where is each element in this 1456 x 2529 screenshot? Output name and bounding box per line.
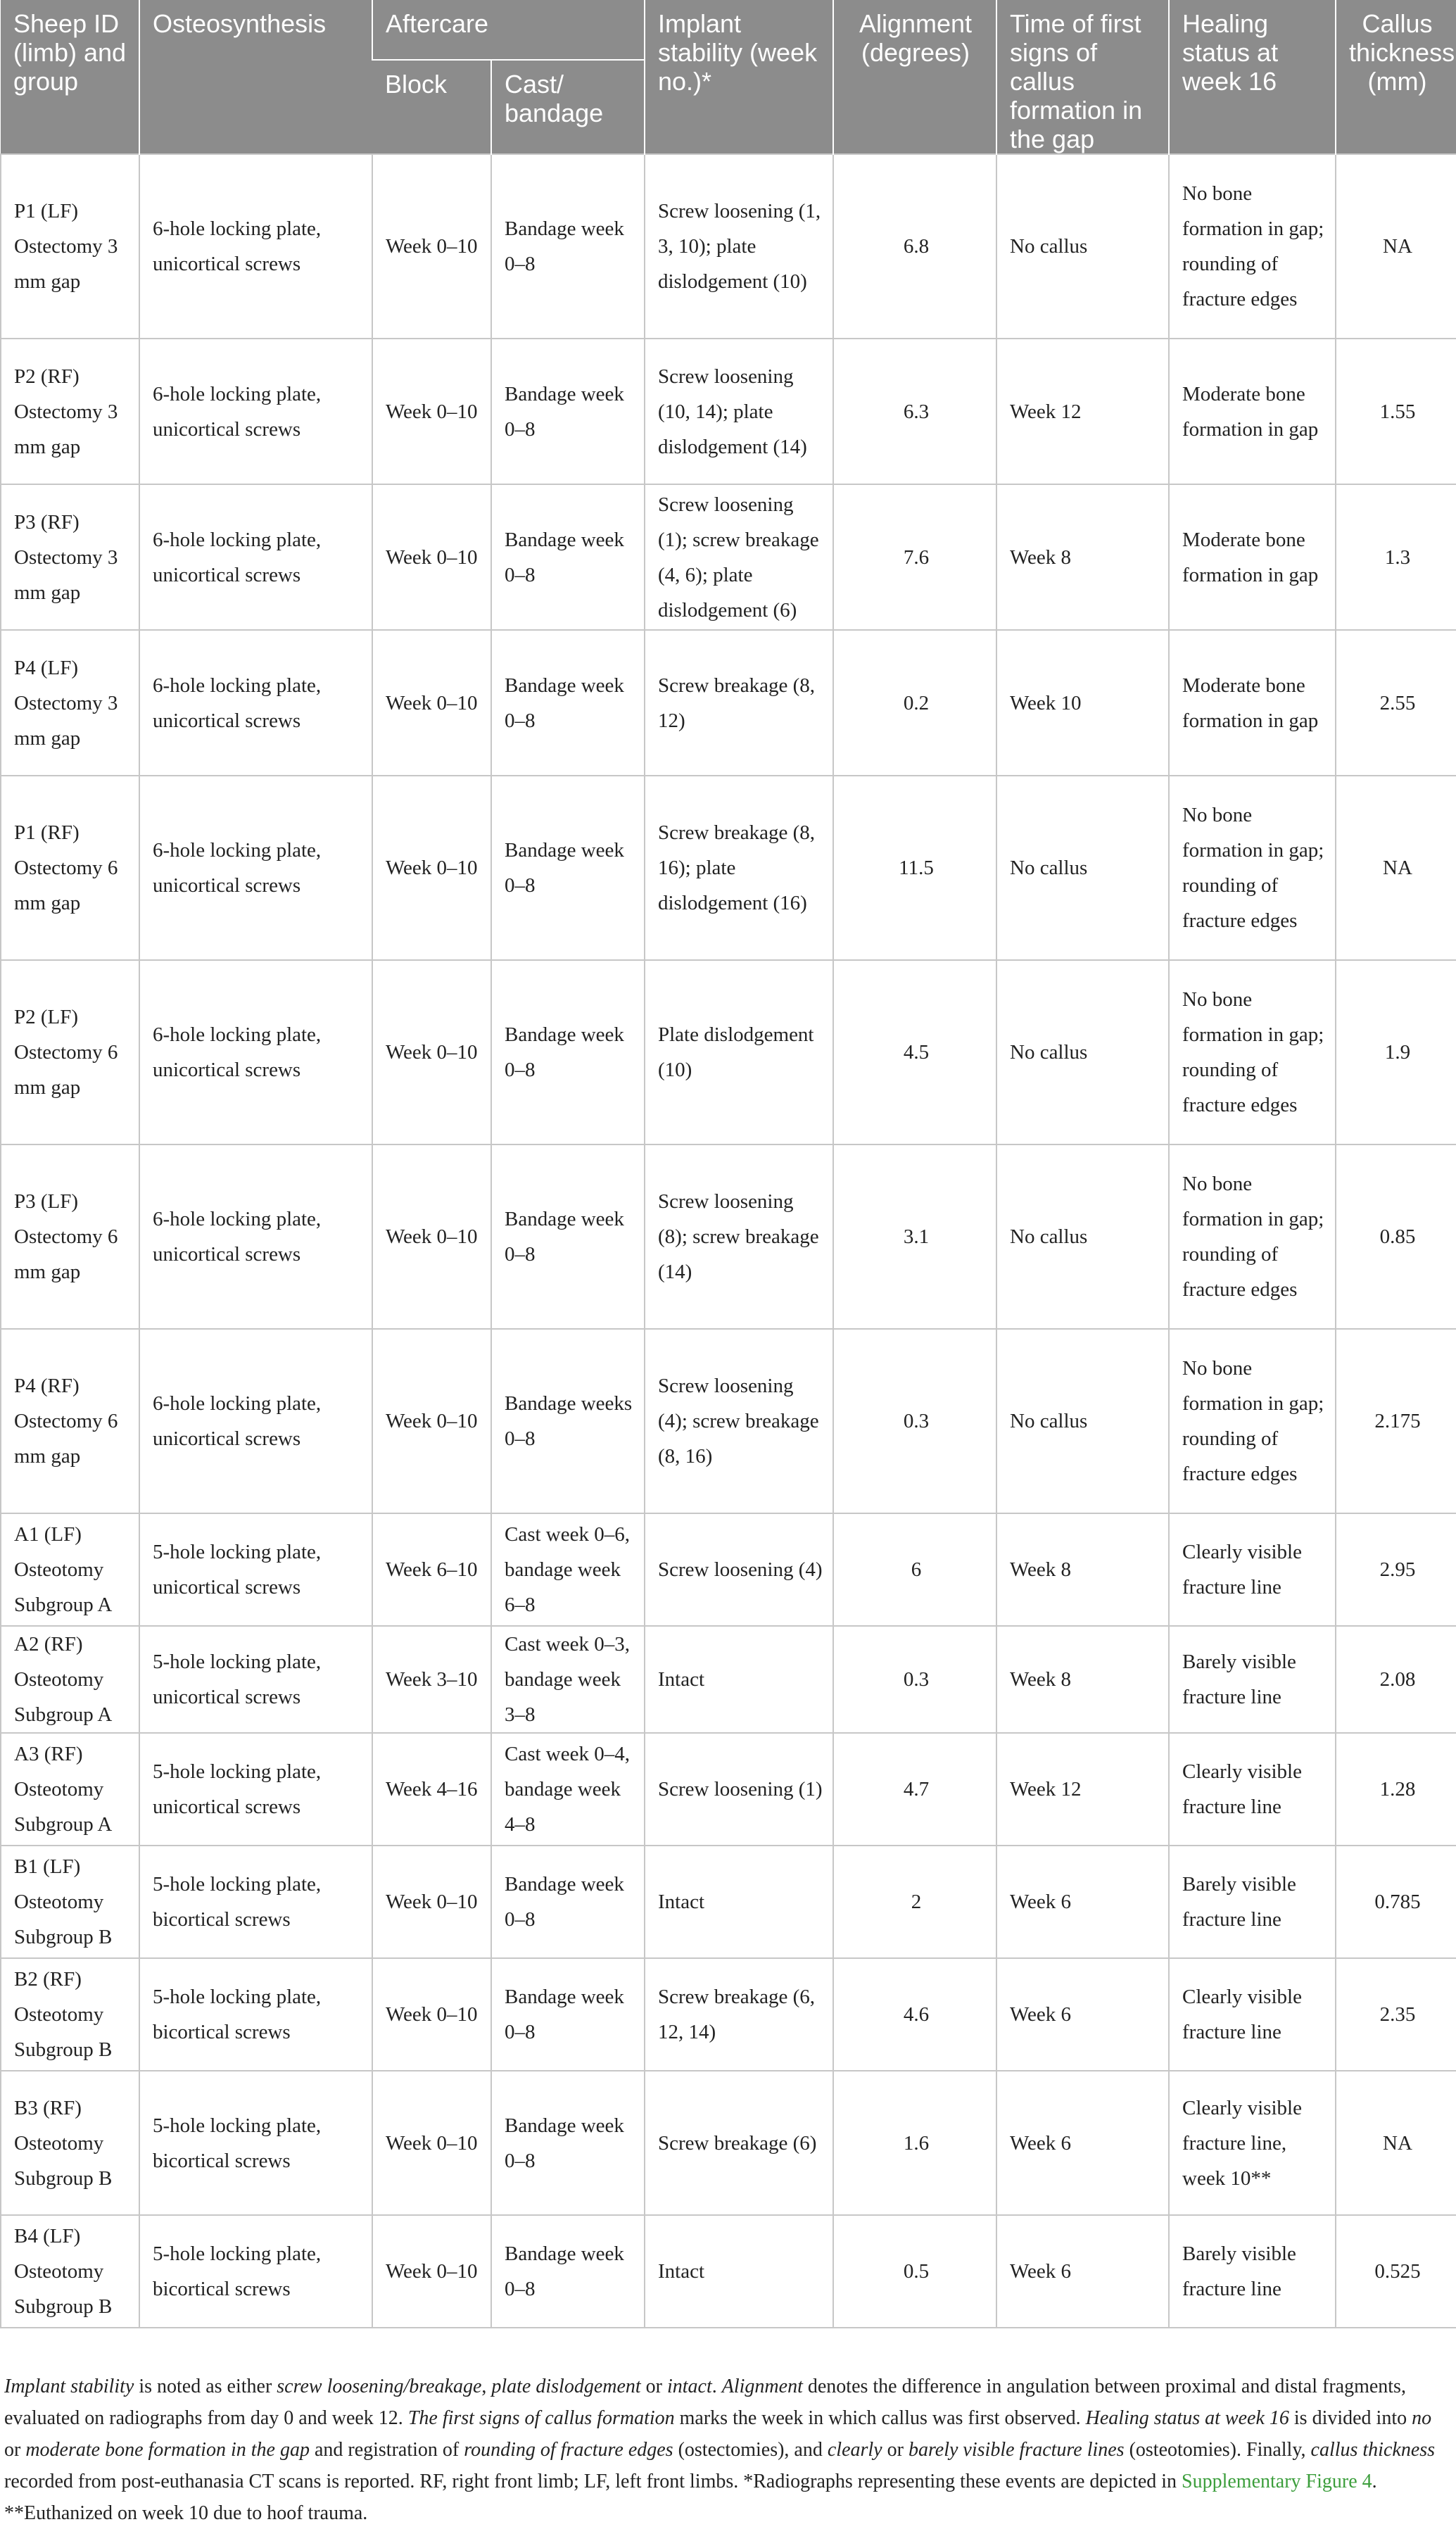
osteosynthesis-cell: 6-hole locking plate, unicortical screws [139, 776, 372, 960]
alignment-cell: 4.7 [833, 1733, 996, 1846]
osteosynthesis-cell: 5-hole locking plate, bicortical screws [139, 2071, 372, 2215]
callus-thickness-cell: 0.785 [1336, 1846, 1456, 1958]
cast-bandage-cell: Bandage week 0–8 [491, 1144, 645, 1329]
footnote-text: recorded from post-euthanasia CT scans is reported. RF, right front limb; LF, left front limbs. *Radiographs representing these events are depicted in [4, 2471, 1182, 2492]
callus-thickness-cell: 0.85 [1336, 1144, 1456, 1329]
implant-stability-cell: Screw loosening (4); screw breakage (8, 16) [645, 1329, 833, 1513]
table-body [1, 154, 1456, 2328]
implant-stability-cell: Screw loosening (1) [645, 1733, 833, 1846]
footnote-emphasis: rounding of fracture edges [464, 2439, 673, 2461]
callus-thickness-cell: NA [1336, 154, 1456, 339]
footnote-text: . **Euthanized on week 10 due to hoof trauma. [4, 2471, 1377, 2524]
cast-bandage-cell: Bandage week 0–8 [491, 1846, 645, 1958]
footnote-text: (osteotomies). Finally, [1124, 2439, 1311, 2461]
osteosynthesis-cell: 6-hole locking plate, unicortical screws [139, 630, 372, 776]
table-row [1, 2071, 1456, 2215]
osteosynthesis-cell: 5-hole locking plate, bicortical screws [139, 2215, 372, 2328]
healing-status-cell: Clearly visible fracture line [1169, 1513, 1336, 1626]
callus-thickness-cell: NA [1336, 2071, 1456, 2215]
osteosynthesis-cell: 5-hole locking plate, bicortical screws [139, 1958, 372, 2071]
osteosynthesis-cell: 6-hole locking plate, unicortical screws [139, 1144, 372, 1329]
alignment-cell: 4.5 [833, 960, 996, 1144]
footnote-text: or [4, 2439, 26, 2461]
healing-status-cell: Barely visible fracture line [1169, 2215, 1336, 2328]
osteosynthesis-cell: 6-hole locking plate, unicortical screws [139, 339, 372, 484]
sheep-id-cell: P4 (RF) Ostectomy 6 mm gap [1, 1329, 139, 1513]
first-callus-cell: Week 6 [996, 1958, 1169, 2071]
sheep-id-cell: P4 (LF) Ostectomy 3 mm gap [1, 630, 139, 776]
alignment-cell: 1.6 [833, 2071, 996, 2215]
footnote-emphasis: moderate bone formation in the gap [25, 2439, 310, 2461]
table-row [1, 1329, 1456, 1513]
table-row [1, 2215, 1456, 2328]
callus-thickness-cell: 1.3 [1336, 484, 1456, 630]
cast-bandage-cell: Bandage week 0–8 [491, 1958, 645, 2071]
implant-stability-cell: Plate dislodgement (10) [645, 960, 833, 1144]
osteosynthesis-cell: 5-hole locking plate, unicortical screws [139, 1513, 372, 1626]
sheep-id-cell: B1 (LF) Osteotomy Subgroup B [1, 1846, 139, 1958]
callus-thickness-cell: 2.95 [1336, 1513, 1456, 1626]
implant-stability-cell: Intact [645, 1626, 833, 1733]
first-callus-cell: Week 6 [996, 2071, 1169, 2215]
first-callus-cell: No callus [996, 1144, 1169, 1329]
footnote-emphasis: screw loosening/breakage [277, 2376, 482, 2397]
block-cell: Week 0–10 [372, 776, 491, 960]
block-cell: Week 0–10 [372, 2215, 491, 2328]
first-callus-cell: Week 12 [996, 339, 1169, 484]
header-osteosynthesis: Osteosynthesis [139, 0, 372, 154]
callus-thickness-cell: 2.175 [1336, 1329, 1456, 1513]
alignment-cell: 7.6 [833, 484, 996, 630]
block-cell: Week 6–10 [372, 1513, 491, 1626]
first-callus-cell: Week 12 [996, 1733, 1169, 1846]
table-row [1, 1733, 1456, 1846]
callus-thickness-cell: 2.55 [1336, 630, 1456, 776]
table-row [1, 960, 1456, 1144]
footnote-emphasis: Implant stability [4, 2376, 134, 2397]
alignment-cell: 11.5 [833, 776, 996, 960]
table-row [1, 1958, 1456, 2071]
alignment-cell: 0.3 [833, 1329, 996, 1513]
header-time-first-callus: Time of first signs of callus formation in the gap [996, 0, 1169, 154]
cast-bandage-cell: Cast week 0–3, bandage week 3–8 [491, 1626, 645, 1733]
healing-status-cell: Barely visible fracture line [1169, 1626, 1336, 1733]
alignment-cell: 6.3 [833, 339, 996, 484]
table-row [1, 1144, 1456, 1329]
table-row [1, 154, 1456, 339]
footnote-text: (ostectomies), and [673, 2439, 828, 2461]
implant-stability-cell: Intact [645, 2215, 833, 2328]
table-row [1, 630, 1456, 776]
block-cell: Week 0–10 [372, 154, 491, 339]
implant-stability-cell: Screw breakage (6, 12, 14) [645, 1958, 833, 2071]
healing-status-cell: No bone formation in gap; rounding of fracture edges [1169, 1144, 1336, 1329]
osteosynthesis-cell: 5-hole locking plate, unicortical screws [139, 1626, 372, 1733]
block-cell: Week 0–10 [372, 1329, 491, 1513]
sheep-id-cell: A1 (LF) Osteotomy Subgroup A [1, 1513, 139, 1626]
alignment-cell: 6 [833, 1513, 996, 1626]
implant-stability-cell: Screw loosening (4) [645, 1513, 833, 1626]
footnote-text: or [640, 2376, 667, 2397]
first-callus-cell: No callus [996, 1329, 1169, 1513]
block-cell: Week 0–10 [372, 1958, 491, 2071]
header-healing-status: Healing status at week 16 [1169, 0, 1336, 154]
footnote-text: and registration of [309, 2439, 464, 2461]
block-cell: Week 4–16 [372, 1733, 491, 1846]
sheep-id-cell: B3 (RF) Osteotomy Subgroup B [1, 2071, 139, 2215]
cast-bandage-cell: Cast week 0–6, bandage week 6–8 [491, 1513, 645, 1626]
osteosynthesis-cell: 6-hole locking plate, unicortical screws [139, 154, 372, 339]
cast-bandage-cell: Bandage week 0–8 [491, 2215, 645, 2328]
callus-thickness-cell: NA [1336, 776, 1456, 960]
footnote-text: denotes the difference in angulation between proximal and distal fragments, evaluated on radiographs from day 0 and week 12. [4, 2376, 1406, 2429]
alignment-cell: 2 [833, 1846, 996, 1958]
block-cell: Week 0–10 [372, 484, 491, 630]
footnote-emphasis: Healing status at week 16 [1085, 2407, 1289, 2429]
sheep-id-cell: P2 (RF) Ostectomy 3 mm gap [1, 339, 139, 484]
callus-thickness-cell: 1.55 [1336, 339, 1456, 484]
first-callus-cell: Week 6 [996, 1846, 1169, 1958]
healing-status-cell: Clearly visible fracture line [1169, 1958, 1336, 2071]
cast-bandage-cell: Bandage week 0–8 [491, 154, 645, 339]
block-cell: Week 0–10 [372, 1144, 491, 1329]
sheep-id-cell: B4 (LF) Osteotomy Subgroup B [1, 2215, 139, 2328]
block-cell: Week 0–10 [372, 1846, 491, 1958]
sheep-id-cell: P1 (RF) Ostectomy 6 mm gap [1, 776, 139, 960]
implant-stability-cell: Screw breakage (8, 12) [645, 630, 833, 776]
healing-status-cell: No bone formation in gap; rounding of fracture edges [1169, 154, 1336, 339]
cast-bandage-cell: Bandage week 0–8 [491, 630, 645, 776]
block-cell: Week 0–10 [372, 960, 491, 1144]
first-callus-cell: Week 8 [996, 1513, 1169, 1626]
callus-thickness-cell: 1.28 [1336, 1733, 1456, 1846]
footnote-emphasis: plate dislodgement [491, 2376, 641, 2397]
implant-stability-cell: Screw breakage (8, 16); plate dislodgement (16) [645, 776, 833, 960]
sheep-id-cell: P3 (LF) Ostectomy 6 mm gap [1, 1144, 139, 1329]
osteosynthesis-cell: 6-hole locking plate, unicortical screws [139, 960, 372, 1144]
table-row [1, 1846, 1456, 1958]
table-footnote [0, 2371, 1452, 2529]
cast-bandage-cell: Bandage week 0–8 [491, 2071, 645, 2215]
alignment-cell: 0.3 [833, 1626, 996, 1733]
footnote-text: is divided into [1289, 2407, 1412, 2429]
block-cell: Week 3–10 [372, 1626, 491, 1733]
header-sheep-id: Sheep ID (limb) and group [1, 0, 139, 154]
osteosynthesis-cell: 6-hole locking plate, unicortical screws [139, 484, 372, 630]
healing-status-cell: No bone formation in gap; rounding of fracture edges [1169, 960, 1336, 1144]
healing-status-cell: Moderate bone formation in gap [1169, 484, 1336, 630]
footnote-emphasis: clearly [827, 2439, 882, 2461]
table-row [1, 484, 1456, 630]
footnote-emphasis: no [1412, 2407, 1432, 2429]
footnote-text: or [882, 2439, 909, 2461]
header-block: Block [372, 60, 491, 154]
cast-bandage-cell: Bandage week 0–8 [491, 484, 645, 630]
implant-stability-cell: Intact [645, 1846, 833, 1958]
header-cast-bandage: Cast/ bandage [491, 60, 645, 154]
table-row [1, 1626, 1456, 1733]
block-cell: Week 0–10 [372, 2071, 491, 2215]
first-callus-cell: Week 6 [996, 2215, 1169, 2328]
alignment-cell: 6.8 [833, 154, 996, 339]
alignment-cell: 0.2 [833, 630, 996, 776]
sheep-id-cell: P3 (RF) Ostectomy 3 mm gap [1, 484, 139, 630]
implant-stability-cell: Screw loosening (1); screw breakage (4, 6); plate dislodgement (6) [645, 484, 833, 630]
footnote-text: is noted as either [134, 2376, 277, 2397]
healing-status-cell: Clearly visible fracture line, week 10** [1169, 2071, 1336, 2215]
sheep-id-cell: B2 (RF) Osteotomy Subgroup B [1, 1958, 139, 2071]
footnote-emphasis: intact [667, 2376, 712, 2397]
first-callus-cell: Week 8 [996, 484, 1169, 630]
footnote-emphasis: The first signs of callus formation [407, 2407, 675, 2429]
footnote-text: , [481, 2376, 492, 2397]
alignment-cell: 0.5 [833, 2215, 996, 2328]
callus-thickness-cell: 0.525 [1336, 2215, 1456, 2328]
alignment-cell: 4.6 [833, 1958, 996, 2071]
header-implant-stability: Implant stability (week no.)* [645, 0, 833, 154]
callus-thickness-cell: 2.08 [1336, 1626, 1456, 1733]
first-callus-cell: No callus [996, 154, 1169, 339]
header-alignment: Alignment (degrees) [833, 0, 996, 154]
osteosynthesis-cell: 5-hole locking plate, unicortical screws [139, 1733, 372, 1846]
table-row [1, 776, 1456, 960]
cast-bandage-cell: Bandage week 0–8 [491, 339, 645, 484]
implant-stability-cell: Screw loosening (10, 14); plate dislodgement (14) [645, 339, 833, 484]
sheep-id-cell: P2 (LF) Ostectomy 6 mm gap [1, 960, 139, 1144]
callus-thickness-cell: 2.35 [1336, 1958, 1456, 2071]
healing-status-cell: No bone formation in gap; rounding of fracture edges [1169, 776, 1336, 960]
footnote-text: . [711, 2376, 722, 2397]
footnote-emphasis: Alignment [721, 2376, 803, 2397]
implant-stability-cell: Screw breakage (6) [645, 2071, 833, 2215]
cast-bandage-cell: Bandage week 0–8 [491, 776, 645, 960]
first-callus-cell: Week 8 [996, 1626, 1169, 1733]
sheep-id-cell: P1 (LF) Ostectomy 3 mm gap [1, 154, 139, 339]
implant-stability-cell: Screw loosening (1, 3, 10); plate dislodgement (10) [645, 154, 833, 339]
header-callus-thickness: Callus thickness (mm) [1336, 0, 1456, 154]
supplementary-figure-link[interactable]: Supplementary Figure 4 [1182, 2471, 1372, 2492]
footnote-emphasis: callus thickness [1310, 2439, 1436, 2461]
sheep-id-cell: A2 (RF) Osteotomy Subgroup A [1, 1626, 139, 1733]
header-aftercare: Aftercare [372, 0, 645, 60]
healing-status-cell: Barely visible fracture line [1169, 1846, 1336, 1958]
healing-status-cell: Clearly visible fracture line [1169, 1733, 1336, 1846]
footnote-emphasis: barely visible fracture lines [908, 2439, 1125, 2461]
sheep-id-cell: A3 (RF) Osteotomy Subgroup A [1, 1733, 139, 1846]
table-row [1, 339, 1456, 484]
cast-bandage-cell: Bandage week 0–8 [491, 960, 645, 1144]
footnote-text: marks the week in which callus was first observed. [674, 2407, 1086, 2429]
osteosynthesis-cell: 6-hole locking plate, unicortical screws [139, 1329, 372, 1513]
callus-thickness-cell: 1.9 [1336, 960, 1456, 1144]
table-row [1, 1513, 1456, 1626]
first-callus-cell: No callus [996, 776, 1169, 960]
cast-bandage-cell: Bandage weeks 0–8 [491, 1329, 645, 1513]
block-cell: Week 0–10 [372, 630, 491, 776]
healing-status-cell: No bone formation in gap; rounding of fracture edges [1169, 1329, 1336, 1513]
implant-stability-cell: Screw loosening (8); screw breakage (14) [645, 1144, 833, 1329]
healing-status-cell: Moderate bone formation in gap [1169, 630, 1336, 776]
block-cell: Week 0–10 [372, 339, 491, 484]
first-callus-cell: No callus [996, 960, 1169, 1144]
osteosynthesis-cell: 5-hole locking plate, bicortical screws [139, 1846, 372, 1958]
healing-status-cell: Moderate bone formation in gap [1169, 339, 1336, 484]
cast-bandage-cell: Cast week 0–4, bandage week 4–8 [491, 1733, 645, 1846]
first-callus-cell: Week 10 [996, 630, 1169, 776]
alignment-cell: 3.1 [833, 1144, 996, 1329]
